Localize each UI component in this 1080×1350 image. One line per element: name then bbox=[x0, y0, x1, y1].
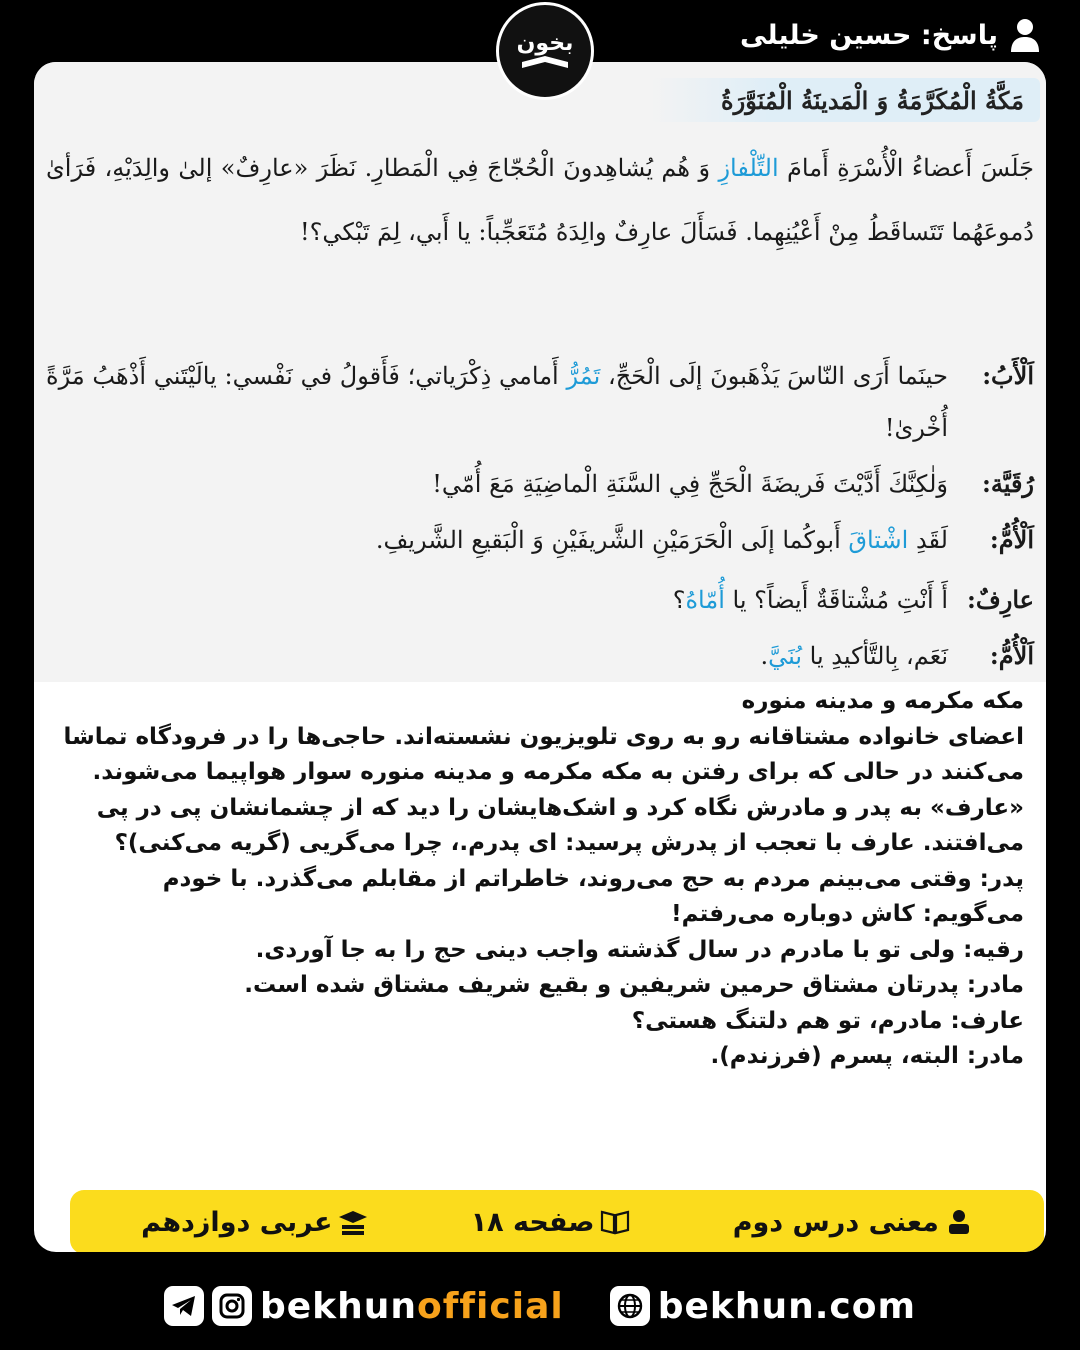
page-label: صفحه ۱۸ bbox=[470, 1206, 595, 1238]
social-bar bbox=[0, 1262, 1080, 1350]
text-segment: أَبوكُما إلَى الْحَرَمَيْنِ الشَّريفَيْنِ وَ الْبَقيعِ الشَّريفِ. bbox=[375, 526, 849, 554]
translation-line: پدر: وقتی می‌بینم مردم به حج می‌روند، خاطراتم از مقابلم می‌گذرد. با خودم می‌گویم: کاش دوباره می‌رفتم! bbox=[162, 865, 1024, 927]
course-item bbox=[141, 1207, 368, 1238]
social-handle: bekhunofficial bbox=[259, 1285, 564, 1327]
text-segment: نَعَم، بِالتَّأكيدِ يا bbox=[802, 642, 948, 670]
translation-paragraph: اعضای خانواده مشتاقانه رو به روی تلویزیون نشسته‌اند. حاجی‌ها را در فرودگاه تماشا می‌کنند در حالی که برای رفتن به مکه مکرمه و مدینه منوره سوار هواپیما می‌شوند. «عارف» به پدر و مادرش نگاه کرد و اشک‌هایشان را دید که از چشمانشان پی در پی می‌افتند. عارف با تعجب از پدرش پرسید: ای پدرم.، چرا می‌گریی (گریه می‌کنی)؟ bbox=[63, 723, 1024, 856]
utterance bbox=[46, 350, 948, 454]
translation-title: مکه مکرمه و مدینه منوره bbox=[741, 688, 1024, 714]
dialogue-line-aref bbox=[46, 574, 1034, 626]
answerer-label: پاسخ: حسین خلیلی bbox=[740, 19, 998, 51]
content-card bbox=[34, 62, 1046, 1252]
highlighted-word: بُنَيَّ bbox=[768, 642, 803, 670]
instagram-telegram-handle[interactable] bbox=[164, 1286, 564, 1327]
highlighted-word: اشْتاقَ bbox=[848, 526, 909, 554]
open-book-icon bbox=[600, 1209, 630, 1235]
text-segment: ؟ bbox=[672, 586, 686, 614]
speaker-label: رُقَيَّة: bbox=[981, 469, 1034, 498]
lesson-info-bar bbox=[70, 1190, 1044, 1252]
lesson-title: مَكَّةُ الْمُكَرَّمَةُ وَ الْمَدينَةُ الْمُنَوَّرَةُ bbox=[651, 78, 1040, 122]
arabic-intro-paragraph bbox=[46, 136, 1034, 264]
book-icon bbox=[510, 16, 580, 86]
course-label: عربی دوازدهم bbox=[141, 1206, 333, 1238]
utterance bbox=[46, 514, 948, 566]
text-segment: وَ هُم يُشاهِدونَ الْحُجّاجَ فِي الْمَطارِ. نَظَرَ «عارِفٌ» إلىٰ والِدَيْهِ، فَرَأىٰ دُموعَهُما تَتَساقَطُ مِنْ أَعْيُنِهِما. فَسَأَلَ عارِفٌ والِدَهُ مُتَعَجِّباً: يا أَبي، لِمَ تَبْكي؟! bbox=[46, 154, 1034, 246]
utterance bbox=[46, 630, 948, 682]
website-url: bekhun.com bbox=[657, 1285, 916, 1327]
persian-translation bbox=[56, 684, 1024, 1075]
translation-line: عارف: مادرم، تو هم دلتنگ هستی؟ bbox=[631, 1007, 1024, 1034]
utterance bbox=[46, 574, 948, 626]
page-item bbox=[471, 1207, 631, 1238]
meaning-label: معنی درس دوم bbox=[732, 1206, 939, 1238]
text-segment: أَمامي ذِكْرَياتي؛ فَأَقولُ في نَفْسي: يالَيْتَني أَذْهَبُ مَرَّةً أُخْرىٰ! bbox=[46, 362, 948, 442]
text-segment: حينَما أَرَى النّاسَ يَذْهَبونَ إلَى الْحَجِّ، bbox=[600, 362, 948, 390]
highlighted-word: تَمُرُّ bbox=[566, 362, 601, 390]
text-segment: لَقَدِ bbox=[908, 526, 948, 554]
speaker-label: عارِفٌ: bbox=[967, 585, 1034, 614]
highlighted-word: التِّلْفازِ bbox=[718, 154, 779, 182]
instagram-icon bbox=[212, 1286, 252, 1326]
speaker-label: اَلْأَبُ: bbox=[982, 361, 1034, 390]
translation-line: مادر: البته، پسرم (فرزندم). bbox=[710, 1043, 1024, 1069]
answerer-header bbox=[740, 10, 1040, 60]
text-segment: أَ أَنْتِ مُشْتاقَةٌ أَيضاً؟ يا bbox=[724, 586, 948, 614]
dialogue-line-mother-2 bbox=[46, 630, 1034, 682]
arabic-text-section bbox=[34, 62, 1046, 682]
meaning-item bbox=[733, 1207, 973, 1238]
bekhun-logo bbox=[496, 2, 594, 100]
logo-text: بخون bbox=[516, 31, 574, 56]
globe-icon bbox=[610, 1286, 650, 1326]
text-segment: . bbox=[760, 642, 769, 670]
speaker-label: اَلْأُمُّ: bbox=[989, 525, 1034, 554]
dialogue-line-mother bbox=[46, 514, 1034, 566]
website-link[interactable] bbox=[610, 1286, 916, 1327]
teacher-icon bbox=[945, 1208, 973, 1236]
text-segment: جَلَسَ أَعضاءُ الْأُسْرَةِ أَمامَ bbox=[778, 154, 1034, 182]
text-segment: وَلٰكِنَّكَ أَدَّيْتَ فَريضَةَ الْحَجِّ فِي السَّنَةِ الْماضِيَةِ مَعَ أُمّي! bbox=[432, 470, 948, 498]
translation-line: رقیه: ولی تو با مادرم در سال گذشته واجب دینی حج را به جا آوردی. bbox=[255, 936, 1024, 963]
telegram-icon bbox=[164, 1286, 204, 1326]
translation-line: مادر: پدرتان مشتاق حرمین شریفین و بقیع شریف مشتاق شده است. bbox=[244, 972, 1024, 998]
speaker-label: اَلْأُمُّ: bbox=[989, 641, 1034, 670]
graduation-cap-icon bbox=[338, 1208, 368, 1236]
dialogue-line-father bbox=[46, 350, 1034, 454]
utterance bbox=[46, 458, 948, 510]
dialogue-line-roqayyeh bbox=[46, 458, 1034, 510]
highlighted-word: أُمّاهُ bbox=[685, 586, 725, 614]
user-icon bbox=[1010, 18, 1040, 52]
